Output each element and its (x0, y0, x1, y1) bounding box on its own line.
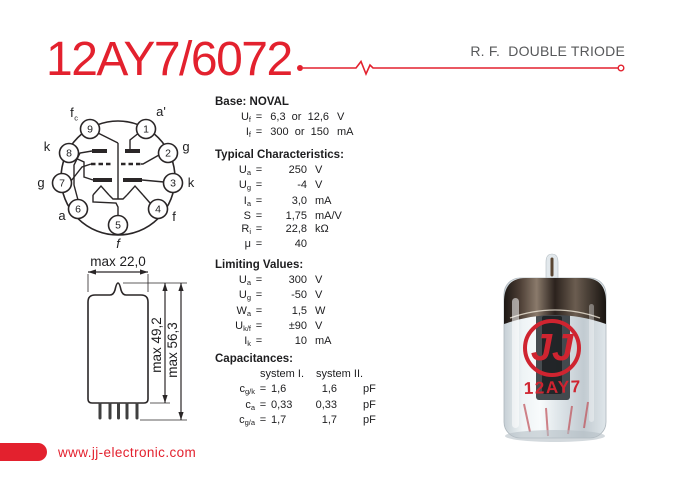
pin-1 (137, 104, 166, 139)
capacitances-headers (215, 368, 376, 381)
spec-unit: W (315, 304, 326, 317)
system-two-header: system II. (316, 368, 364, 381)
spec-label: cg/k (239, 383, 255, 397)
capacitance-row (215, 414, 376, 429)
spec-row (215, 289, 332, 304)
spec-value: 40 (294, 238, 307, 251)
spec-unit: mA/V (315, 209, 342, 222)
spec-label-subscript: g/k (244, 387, 255, 397)
spec-label: Uk/f (235, 319, 251, 333)
spec-label-subscript: a (250, 402, 255, 412)
spec-equals: = (255, 209, 263, 222)
spec-label: Ug (238, 289, 251, 303)
pin-label: k (187, 175, 195, 190)
pin-number: 3 (170, 177, 176, 190)
spec-label: ca (245, 398, 255, 412)
glass-highlight-left (512, 298, 519, 428)
spec-unit: kΩ (315, 223, 329, 236)
dim-width-label: max 22,0 (90, 254, 146, 269)
pin-number: 6 (75, 203, 81, 216)
spec-row (215, 195, 344, 210)
spec-value: -50 (291, 289, 307, 302)
spec-value: 1,5 (291, 304, 307, 317)
tube-outline (88, 283, 148, 403)
spec-label-subscript: a (246, 168, 251, 178)
website-link[interactable]: www.jj-electronic.com (58, 445, 197, 460)
spec-label-subscript: a (246, 198, 251, 208)
spec-row (215, 164, 344, 179)
spec-unit: V (337, 111, 345, 124)
spec-equals: = (259, 383, 267, 396)
spec-unit: pF (363, 398, 376, 411)
pin-4 (149, 200, 177, 225)
base-section (215, 96, 354, 142)
spec-label: Ia (243, 194, 251, 208)
capacitances-section (215, 353, 376, 429)
dimension-drawing (50, 250, 200, 430)
spec-value: 22,8 (285, 223, 307, 236)
spec-value: 6,3 or 12,6 (270, 111, 329, 124)
spec-label: Ug (238, 179, 251, 193)
spec-equals: = (259, 398, 267, 411)
pin-5 (109, 216, 128, 252)
pin-label-subscript: c (74, 113, 78, 123)
spec-equals: = (255, 238, 263, 251)
system-two-value: 0,33 (315, 398, 337, 411)
spec-label: Uf (240, 111, 251, 125)
spec-row (215, 179, 344, 194)
pin-9 (70, 105, 99, 139)
pin-label: g (182, 139, 190, 154)
page-title: 12AY7/6072 (46, 33, 292, 86)
spec-equals: = (255, 164, 263, 177)
spec-equals: = (255, 179, 263, 192)
system-two-value: 1,7 (321, 413, 337, 426)
pin-number: 8 (66, 147, 72, 160)
spec-label-subscript: k (247, 339, 251, 349)
pin-number: 5 (115, 219, 121, 232)
spec-unit: mA (315, 335, 332, 348)
pin-label: f (172, 209, 176, 224)
system-one-value: 1,7 (271, 413, 287, 426)
pulse-line-decoration (294, 58, 628, 78)
limiting-values-section (215, 259, 332, 350)
pin-number: 2 (165, 147, 171, 160)
pin-number: 1 (143, 123, 149, 136)
capacitance-row (215, 399, 376, 414)
glass-highlight-right (589, 304, 594, 422)
spec-equals: = (255, 194, 263, 207)
tube-print-label: 12AY7 (523, 376, 583, 399)
spec-equals: = (255, 126, 263, 139)
spec-label: Ri (241, 223, 251, 237)
pin-number: 9 (87, 123, 93, 136)
spec-value: ±90 (288, 319, 307, 332)
typical-rows (215, 164, 344, 251)
pin-6 (58, 200, 87, 224)
spacer (215, 368, 260, 381)
tube-type-label: R. F. DOUBLE TRIODE (470, 43, 625, 59)
pin-label: g (37, 175, 45, 190)
spec-equals: = (259, 413, 267, 426)
spec-unit: pF (363, 383, 376, 396)
spec-equals: = (255, 335, 263, 348)
pin-number: 7 (59, 177, 65, 190)
spec-value: 1,75 (285, 209, 307, 222)
spec-equals: = (255, 111, 263, 124)
spec-label-subscript: g/a (244, 417, 255, 427)
spec-unit: mA (315, 194, 332, 207)
pin-label: f (116, 236, 120, 251)
system-one-value: 0,33 (271, 398, 293, 411)
spec-equals: = (255, 223, 263, 236)
pin-label: a (58, 208, 66, 223)
tube-outline-pins (100, 404, 137, 418)
spec-unit: V (315, 179, 323, 192)
spec-row (215, 274, 332, 289)
spec-label: Ua (238, 274, 251, 288)
pinout-diagram (30, 103, 210, 253)
spec-value: 250 (288, 164, 307, 177)
spec-unit: pF (363, 413, 376, 426)
spec-row (215, 210, 344, 223)
capacitance-row (215, 383, 376, 398)
spec-label-subscript: a (246, 308, 251, 318)
base-section-title: Base: NOVAL (215, 96, 289, 108)
system-one-value: 1,6 (271, 383, 287, 396)
spec-row (215, 320, 332, 335)
dim-overall-height-label: max 56,3 (165, 322, 180, 378)
spec-row (215, 335, 332, 350)
pin-label: k (43, 139, 51, 154)
spec-unit: V (315, 164, 323, 177)
spec-unit: mA (337, 126, 354, 139)
spec-equals: = (255, 289, 263, 302)
typical-section-title: Typical Characteristics: (215, 149, 344, 161)
spec-row (215, 238, 344, 251)
spec-label: cg/a (239, 413, 255, 427)
tube-photo (490, 246, 620, 460)
spec-label: Ua (238, 164, 251, 178)
spec-label-subscript: a (246, 278, 251, 288)
pulse-line (303, 62, 618, 75)
spec-label-subscript: g (246, 183, 251, 193)
pulse-start-dot (297, 65, 303, 71)
spec-equals: = (255, 274, 263, 287)
spec-label: Ik (244, 335, 251, 349)
spec-row (215, 126, 354, 141)
spec-label: If (245, 126, 251, 140)
spec-unit: V (315, 319, 323, 332)
pin-7 (37, 174, 71, 193)
typical-characteristics-section (215, 149, 344, 251)
base-rows (215, 111, 354, 141)
limiting-rows (215, 274, 332, 350)
capacitances-rows (215, 383, 376, 429)
spec-value: 3,0 (291, 194, 307, 207)
spec-value: 300 or 150 (270, 126, 329, 139)
pin-label: $f_c$ (70, 105, 78, 123)
spec-value: -4 (297, 179, 307, 192)
spec-label-subscript: f (248, 115, 251, 125)
pin-3 (164, 174, 195, 193)
spec-label-subscript: k/f (243, 323, 251, 333)
spec-equals: = (255, 304, 263, 317)
spec-row (215, 305, 332, 320)
limiting-section-title: Limiting Values: (215, 259, 304, 271)
spec-equals: = (255, 319, 263, 332)
pulse-end-circle (618, 65, 624, 71)
spec-unit: V (315, 289, 323, 302)
spec-unit: V (315, 274, 323, 287)
spec-label: S (243, 209, 251, 222)
spec-value: 10 (294, 335, 307, 348)
spec-label-subscript: i (249, 227, 251, 237)
spec-value: 300 (288, 274, 307, 287)
system-two-value: 1,6 (321, 383, 337, 396)
footer-brand-pill (0, 443, 47, 461)
spec-label-subscript: g (246, 293, 251, 303)
spec-row (215, 111, 354, 126)
spec-label: μ (244, 238, 251, 251)
pin-number: 4 (155, 203, 161, 216)
spec-label-subscript: f (248, 130, 251, 140)
jj-logo-text: JJ (530, 327, 574, 369)
dim-body-height-label: max 49,2 (149, 317, 164, 373)
spec-label: Wa (236, 304, 251, 318)
capacitances-section-title: Capacitances: (215, 353, 293, 365)
pin-label: a' (156, 104, 166, 119)
spec-row (215, 223, 344, 238)
system-one-header: system I. (260, 368, 305, 381)
